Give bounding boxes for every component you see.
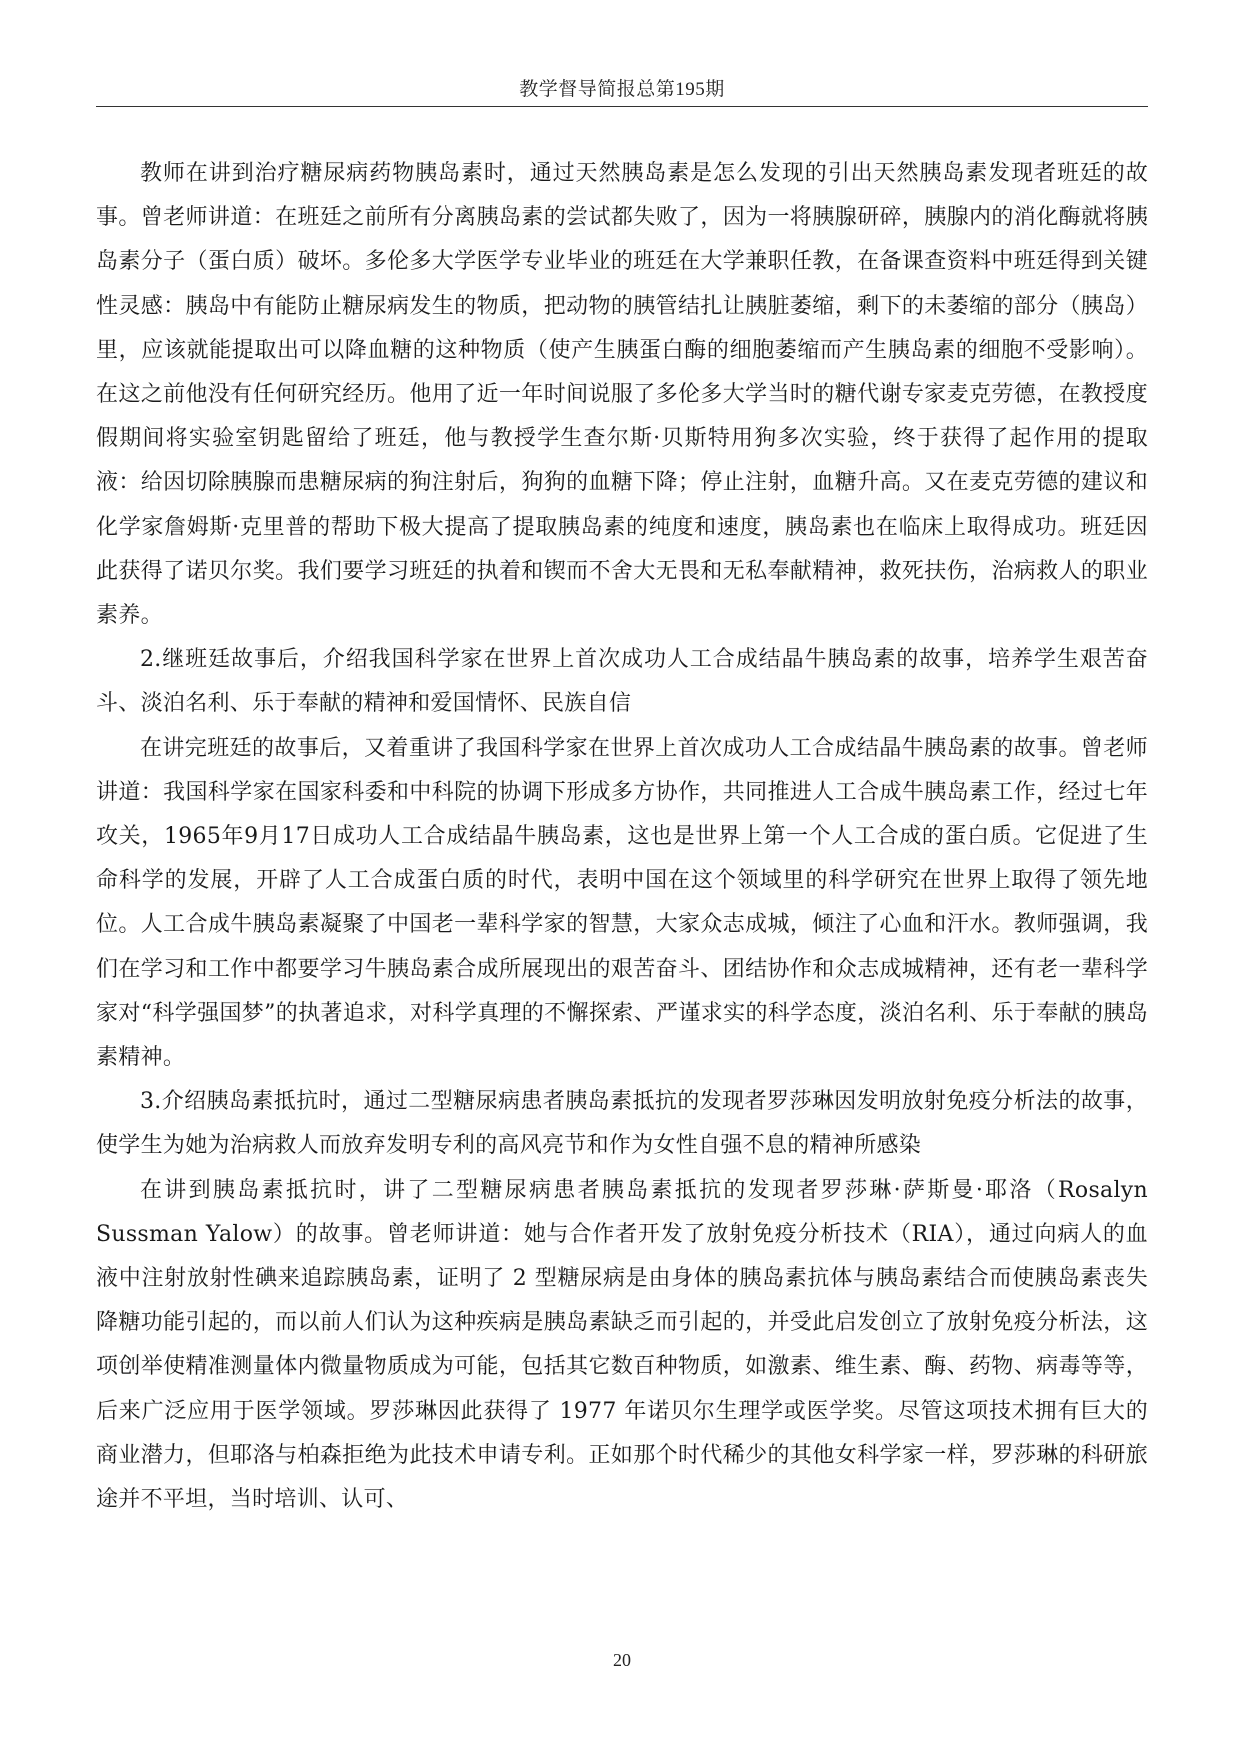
paragraph-yalow-story: 在讲到胰岛素抵抗时，讲了二型糖尿病患者胰岛素抵抗的发现者罗莎琳·萨斯曼·耶洛（Rosalyn Sussman Yalow）的故事。曾老师讲道：她与合作者开发了放射免疫分析技术（RIA），通过向病人的血液中注射放射性碘来追踪胰岛素，证明了 2 型糖尿病是由身体的胰岛素抗体与胰岛素结合而使胰岛素丧失降糖功能引起的，而以前人们认为这种疾病是胰岛素缺乏而引起的，并受此启发创立了放射免疫分析法，这项创举使精准测量体内微量物质成为可能，包括其它数百种物质，如激素、维生素、酶、药物、病毒等等，后来广泛应用于医学领域。罗莎琳因此获得了 1977 年诺贝尔生理学或医学奖。尽管这项技术拥有巨大的商业潜力，但耶洛与柏森拒绝为此技术申请专利。正如那个时代稀少的其他女科学家一样，罗莎琳的科研旅途并不平坦，当时培训、认可、 — [96, 1177, 1148, 1513]
header-divider — [96, 106, 1148, 107]
page-header-title: 教学督导简报总第195期 — [519, 79, 725, 100]
document-body — [96, 152, 1148, 1522]
paragraph-section-2-heading: 2.继班廷故事后，介绍我国科学家在世界上首次成功人工合成结晶牛胰岛素的故事，培养学生艰苦奋斗、淡泊名利、乐于奉献的精神和爱国情怀、民族自信 — [96, 647, 1148, 717]
page-number: 20 — [613, 1650, 631, 1670]
paragraph-insulin-synthesis-story: 在讲完班廷的故事后，又着重讲了我国科学家在世界上首次成功人工合成结晶牛胰岛素的故事。曾老师讲道：我国科学家在国家科委和中科院的协调下形成多方协作，共同推进人工合成牛胰岛素工作，经过七年攻关，1965年9月17日成功人工合成结晶牛胰岛素，这也是世界上第一个人工合成的蛋白质。它促进了生命科学的发展，开辟了人工合成蛋白质的时代，表明中国在这个领域里的科学研究在世界上取得了领先地位。人工合成牛胰岛素凝聚了中国老一辈科学家的智慧，大家众志成城，倾注了心血和汗水。教师强调，我们在学习和工作中都要学习牛胰岛素合成所展现出的艰苦奋斗、团结协作和众志成城精神，还有老一辈科学家对“科学强国梦”的执著追求，对科学真理的不懈探索、严谨求实的科学态度，淡泊名利、乐于奉献的胰岛素精神。 — [96, 735, 1148, 1071]
paragraph-section-3-heading: 3.介绍胰岛素抵抗时，通过二型糖尿病患者胰岛素抵抗的发现者罗莎琳因发明放射免疫分析法的故事，使学生为她为治病救人而放弃发明专利的高风亮节和作为女性自强不息的精神所感染 — [96, 1089, 1148, 1159]
paragraph-banting-story: 教师在讲到治疗糖尿病药物胰岛素时，通过天然胰岛素是怎么发现的引出天然胰岛素发现者班廷的故事。曾老师讲道：在班廷之前所有分离胰岛素的尝试都失败了，因为一将胰腺研碎，胰腺内的消化酶就将胰岛素分子（蛋白质）破坏。多伦多大学医学专业毕业的班廷在大学兼职任教，在备课查资料中班廷得到关键性灵感：胰岛中有能防止糖尿病发生的物质，把动物的胰管结扎让胰脏萎缩，剩下的未萎缩的部分（胰岛）里，应该就能提取出可以降血糖的这种物质（使产生胰蛋白酶的细胞萎缩而产生胰岛素的细胞不受影响）。在这之前他没有任何研究经历。他用了近一年时间说服了多伦多大学当时的糖代谢专家麦克劳德，在教授度假期间将实验室钥匙留给了班廷，他与教授学生查尔斯·贝斯特用狗多次实验，终于获得了起作用的提取液：给因切除胰腺而患糖尿病的狗注射后，狗狗的血糖下降；停止注射，血糖升高。又在麦克劳德的建议和化学家詹姆斯·克里普的帮助下极大提高了提取胰岛素的纯度和速度，胰岛素也在临床上取得成功。班廷因此获得了诺贝尔奖。我们要学习班廷的执着和锲而不舍大无畏和无私奉献精神，救死扶伤，治病救人的职业素养。 — [96, 161, 1148, 629]
